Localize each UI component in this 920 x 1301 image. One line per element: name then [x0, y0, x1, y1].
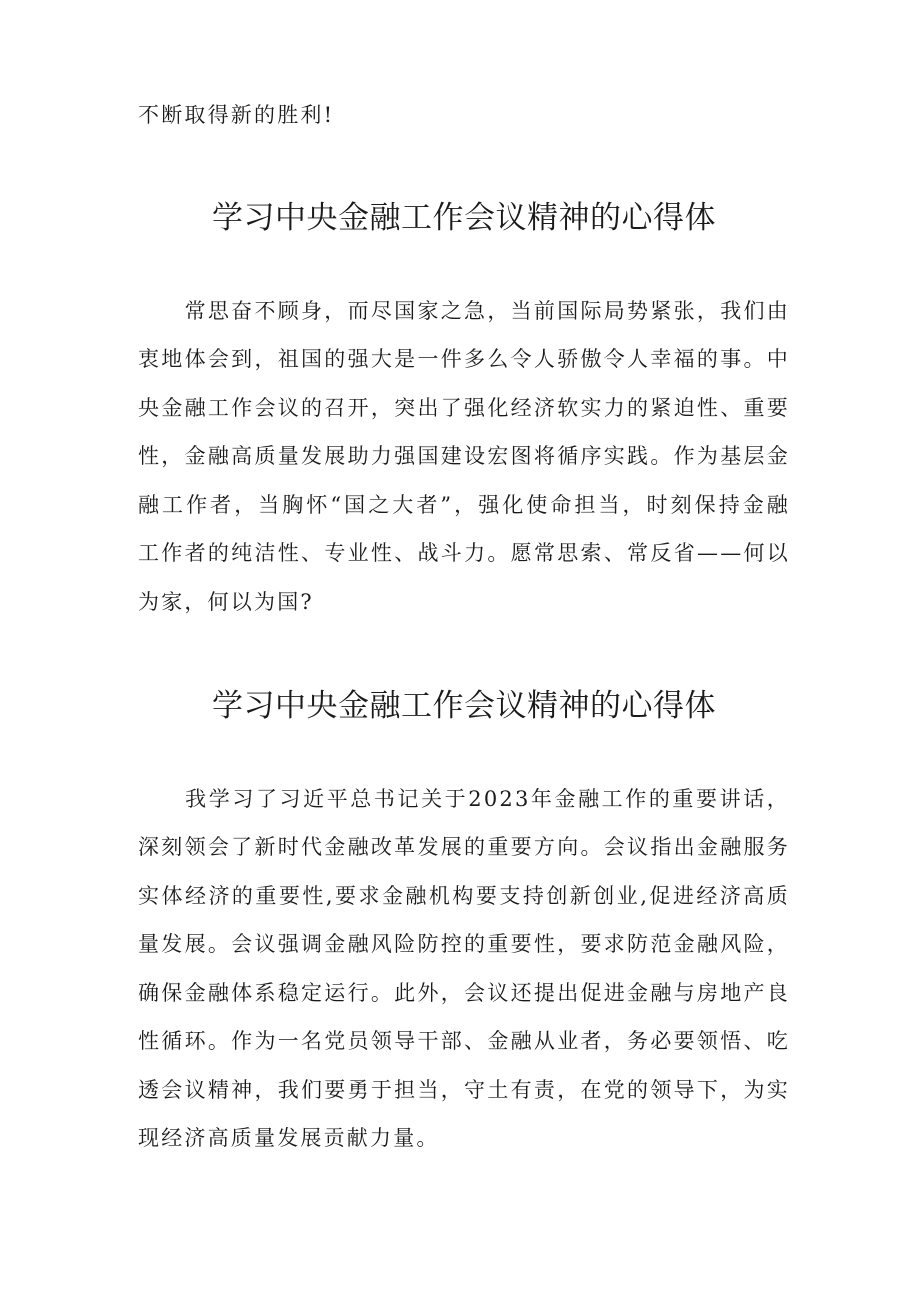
section-1-title: 学习中央金融工作会议精神的心得体	[212, 200, 716, 236]
section-1-line: 性，金融高质量发展助力强国建设宏图将循序实践。作为基层金	[138, 444, 790, 468]
section-1-line: 工作者的纯洁性、专业性、战斗力。愿常思索、常反省——何以	[138, 541, 790, 565]
section-1-line: 衷地体会到，祖国的强大是一件多么令人骄傲令人幸福的事。中	[138, 347, 790, 371]
section-2-line: 量发展。会议强调金融风险防控的重要性，要求防范金融风险，	[138, 932, 790, 956]
intro-line: 不断取得新的胜利!	[138, 103, 335, 127]
section-2-line: 实体经济的重要性,要求金融机构要支持创新创业,促进经济高质	[138, 884, 790, 908]
section-2-line: 性循环。作为一名党员领导干部、金融从业者，务必要领悟、吃	[138, 1029, 790, 1053]
section-1-line: 常思奋不顾身，而尽国家之急，当前国际局势紧张，我们由	[138, 299, 790, 323]
section-2-line: 深刻领会了新时代金融改革发展的重要方向。会议指出金融服务	[138, 835, 790, 859]
section-2-line: 透会议精神，我们要勇于担当，守土有责，在党的领导下，为实	[138, 1078, 790, 1102]
section-2-line: 我学习了习近平总书记关于2023年金融工作的重要讲话，	[138, 787, 790, 811]
section-1-line: 为家，何以为国?	[138, 590, 314, 614]
section-1-line: 融工作者，当胸怀“国之大者”，强化使命担当，时刻保持金融	[138, 493, 790, 517]
section-1-line: 央金融工作会议的召开，突出了强化经济软实力的紧迫性、重要	[138, 396, 790, 420]
section-2-title: 学习中央金融工作会议精神的心得体	[212, 688, 716, 724]
section-2-line: 确保金融体系稳定运行。此外，会议还提出促进金融与房地产良	[138, 981, 790, 1005]
section-2-line: 现经济高质量发展贡献力量。	[138, 1126, 440, 1150]
